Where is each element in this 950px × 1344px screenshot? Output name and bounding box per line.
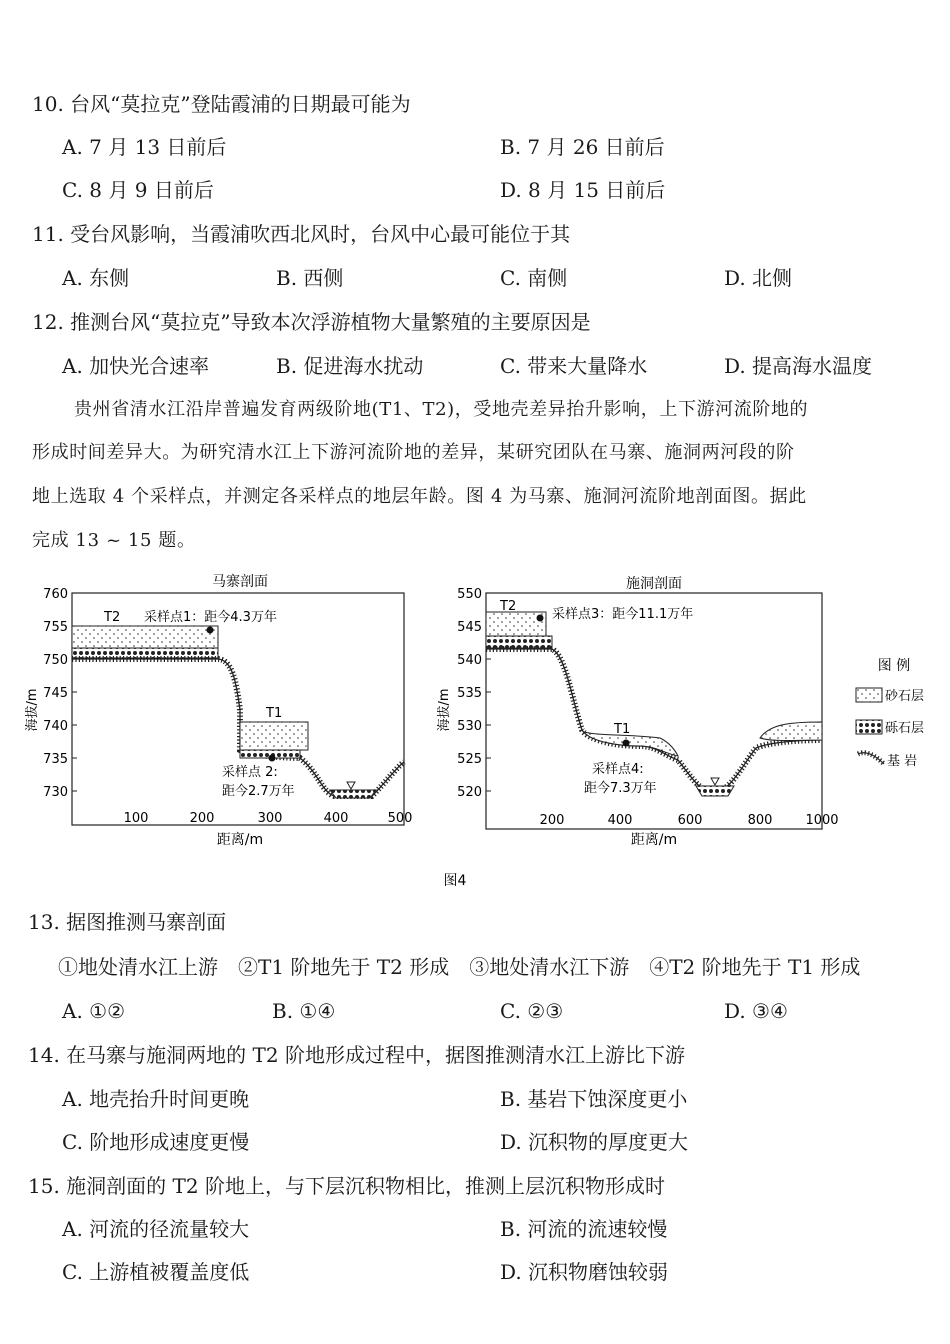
q10-option-d: D. 8 月 15 日前后 (500, 178, 666, 202)
passage-line-3: 地上选取 4 个采样点，并测定各采样点的地层年龄。图 4 为马寨、施洞河流阶地剖面图。据此 (32, 486, 807, 507)
q10-option-c: C. 8 月 9 日前后 (62, 178, 214, 202)
mazhai-xticks (124, 811, 413, 826)
q15-option-c: C. 上游植被覆盖度低 (62, 1260, 250, 1284)
shidong-xtick: 400 (607, 813, 633, 828)
q13-option-a: A. ①② (62, 999, 126, 1023)
q13-option-d: D. ③④ (724, 999, 788, 1023)
shidong-sample4-dot (623, 740, 630, 747)
mazhai-xtick: 500 (387, 811, 413, 826)
q10-stem: 10. 台风“莫拉克”登陆霞浦的日期最可能为 (32, 92, 411, 116)
figure-caption: 图4 (443, 873, 467, 889)
shidong-ytick: 550 (457, 587, 482, 602)
mazhai-t1-label: T1 (266, 706, 283, 721)
legend-sand-label: 砂石层 (885, 689, 925, 704)
q14-stem: 14. 在马寨与施洞两地的 T2 阶地形成过程中，据图推测清水江上游比下游 (28, 1043, 685, 1067)
q13-statements: ①地处清水江上游 ②T1 阶地先于 T2 形成 ③地处清水江下游 ④T2 阶地先于 T1 形成 (58, 955, 861, 979)
legend-gravel-swatch (856, 720, 882, 734)
shidong-xtick: 1000 (805, 813, 839, 828)
shidong-ytick: 520 (457, 785, 482, 800)
shidong-ytick: 545 (457, 620, 482, 635)
mazhai-sample1-label: 采样点1：距今4.3万年 (144, 610, 277, 625)
q14-option-d: D. 沉积物的厚度更大 (500, 1130, 689, 1154)
shidong-t2-gravel (486, 636, 552, 648)
mazhai-profile (24, 574, 412, 848)
shidong-ytick: 540 (457, 653, 482, 668)
mazhai-title: 马寨剖面 (212, 574, 268, 590)
mazhai-yticks (43, 587, 68, 800)
shidong-t2-label: T2 (500, 599, 517, 614)
legend (856, 658, 924, 769)
q11-option-c: C. 南侧 (500, 266, 568, 290)
q15-option-b: B. 河流的流速较慢 (500, 1217, 668, 1241)
legend-bedrock-label: 基 岩 (887, 754, 918, 769)
shidong-t2-sand (486, 612, 546, 636)
mazhai-t2-label: T2 (104, 610, 121, 625)
q10-option-a: A. 7 月 13 日前后 (62, 135, 227, 159)
mazhai-sample2-label-1: 采样点 2: (222, 765, 278, 780)
shidong-yticks (457, 587, 482, 800)
shidong-xticks (540, 813, 839, 828)
q13-option-b: B. ①④ (272, 999, 336, 1023)
mazhai-sample2-dot (269, 755, 276, 762)
shidong-river (696, 786, 734, 796)
shidong-t1-label: T1 (614, 722, 631, 737)
figure-4 (0, 560, 950, 900)
q12-option-a: A. 加快光合速率 (62, 354, 210, 378)
q11-option-b: B. 西侧 (276, 266, 344, 290)
shidong-ytick: 525 (457, 752, 482, 767)
q13-option-c: C. ②③ (500, 999, 564, 1023)
shidong-profile (436, 576, 839, 848)
mazhai-ytick: 760 (43, 587, 68, 602)
mazhai-river (330, 790, 376, 798)
shidong-xlabel: 距离/m (630, 832, 678, 848)
mazhai-xlabel: 距离/m (216, 832, 264, 848)
q14-option-b: B. 基岩下蚀深度更小 (500, 1087, 688, 1111)
mazhai-ylabel: 海拔/m (25, 688, 40, 732)
shidong-xtick: 600 (677, 813, 703, 828)
q15-option-d: D. 沉积物磨蚀较弱 (500, 1260, 669, 1284)
mazhai-sample2-label-2: 距今2.7万年 (222, 784, 295, 799)
shidong-ytick: 535 (457, 686, 482, 701)
mazhai-xtick: 300 (257, 811, 283, 826)
mazhai-ytick: 735 (43, 752, 68, 767)
q15-option-a: A. 河流的径流量较大 (62, 1217, 250, 1241)
q12-option-d: D. 提高海水温度 (724, 354, 873, 378)
water-level-icon (347, 782, 355, 789)
legend-sand-swatch (856, 688, 882, 702)
q13-stem: 13. 据图推测马寨剖面 (28, 910, 227, 934)
shidong-bedrock-line (486, 649, 822, 792)
q14-option-c: C. 阶地形成速度更慢 (62, 1130, 250, 1154)
q11-option-d: D. 北侧 (724, 266, 793, 290)
mazhai-xtick: 100 (123, 811, 149, 826)
shidong-ylabel: 海拔/m (437, 688, 452, 732)
shidong-sample4-label-1: 采样点4: (592, 762, 644, 777)
mazhai-ytick: 730 (43, 785, 68, 800)
mazhai-xtick: 400 (323, 811, 349, 826)
shidong-t1-sand (584, 732, 678, 756)
shidong-sample3-label: 采样点3：距今11.1万年 (552, 607, 694, 622)
q14-option-a: A. 地壳抬升时间更晚 (62, 1087, 250, 1111)
mazhai-ytick: 750 (43, 653, 68, 668)
shidong-xtick: 200 (539, 813, 565, 828)
legend-gravel-label: 砾石层 (885, 721, 925, 736)
q12-option-b: B. 促进海水扰动 (276, 354, 424, 378)
q11-stem: 11. 受台风影响，当霞浦吹西北风时，台风中心最可能位于其 (32, 222, 571, 246)
mazhai-sample1-dot (207, 627, 214, 634)
q11-option-a: A. 东侧 (62, 266, 130, 290)
mazhai-xtick: 200 (189, 811, 215, 826)
shidong-sample4-label-2: 距今7.3万年 (584, 781, 657, 796)
passage-line-1: 贵州省清水江沿岸普遍发育两级阶地(T1、T2)，受地壳差异抬升影响，上下游河流阶地的 (74, 399, 809, 420)
passage-line-4: 完成 13 ~ 15 题。 (32, 530, 196, 551)
water-level-icon (711, 778, 719, 785)
mazhai-ytick: 740 (43, 719, 68, 734)
mazhai-t2-gravel (72, 648, 218, 658)
mazhai-t2-sand (72, 626, 218, 648)
mazhai-ytick: 745 (43, 686, 68, 701)
q12-option-c: C. 带来大量降水 (500, 354, 648, 378)
shidong-ytick: 530 (457, 719, 482, 734)
mazhai-t1-sand (240, 722, 308, 750)
q10-option-b: B. 7 月 26 日前后 (500, 135, 665, 159)
passage-line-2: 形成时间差异大。为研究清水江上下游河流阶地的差异，某研究团队在马寨、施洞两河段的阶 (32, 442, 795, 463)
shidong-xtick: 800 (747, 813, 773, 828)
legend-title: 图 例 (877, 658, 911, 674)
mazhai-ytick: 755 (43, 620, 68, 635)
shidong-right-bank-sand (760, 722, 822, 741)
shidong-bedrock-hatch (486, 649, 822, 792)
q15-stem: 15. 施洞剖面的 T2 阶地上，与下层沉积物相比，推测上层沉积物形成时 (28, 1174, 665, 1198)
q12-stem: 12. 推测台风“莫拉克”导致本次浮游植物大量繁殖的主要原因是 (32, 310, 591, 334)
shidong-title: 施洞剖面 (626, 576, 682, 592)
shidong-sample3-dot (537, 615, 544, 622)
